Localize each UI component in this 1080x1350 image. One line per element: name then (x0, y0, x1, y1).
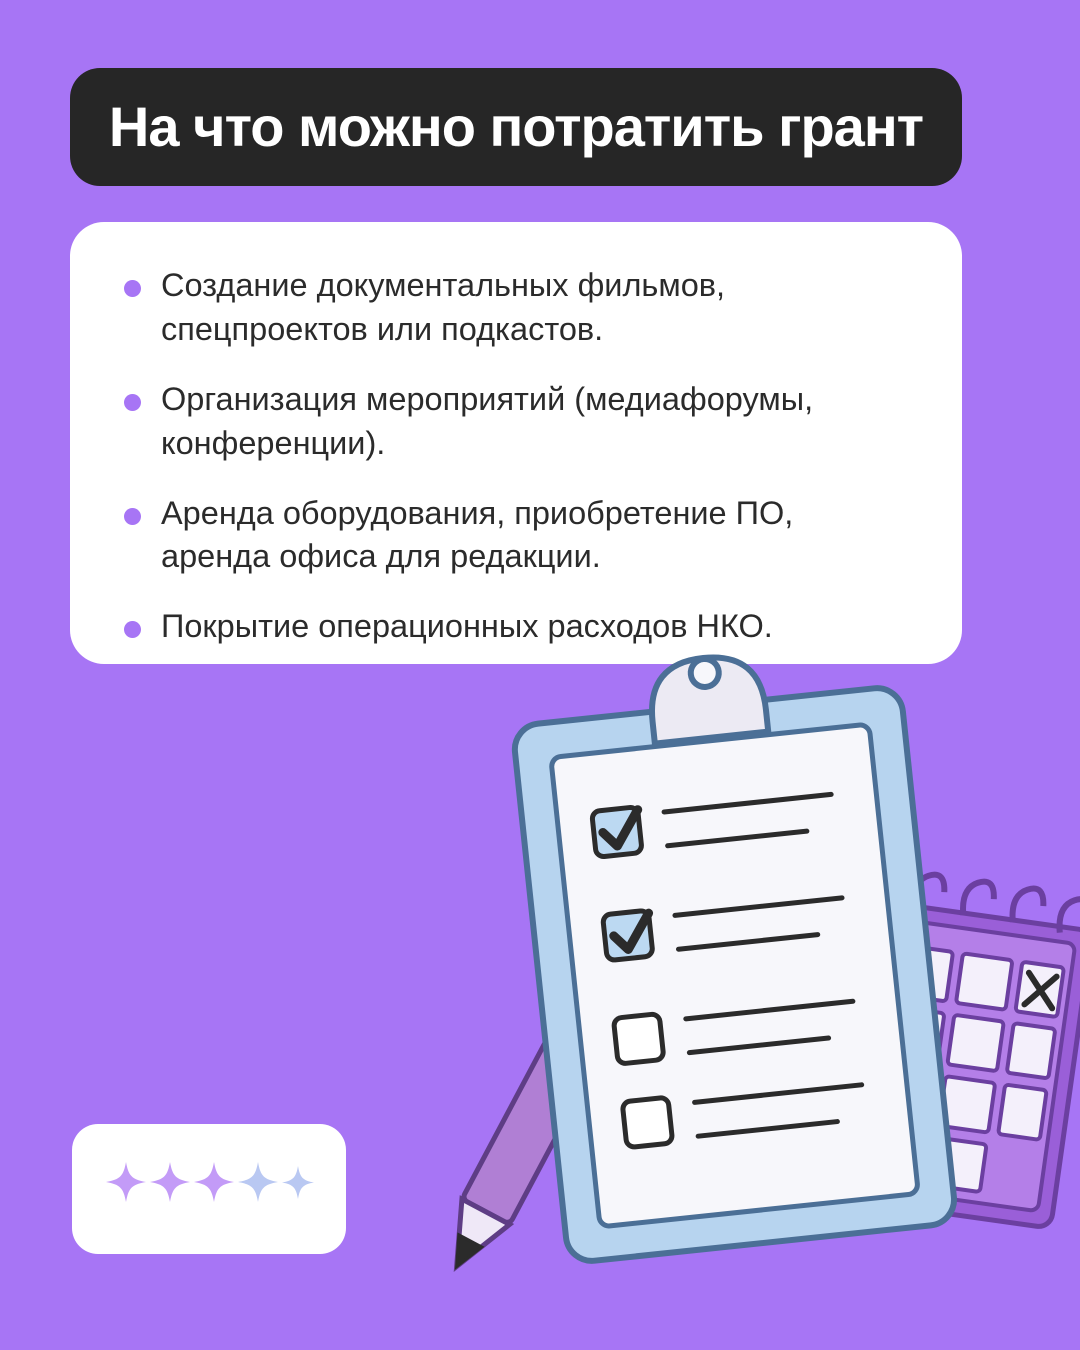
illustration-svg (430, 620, 1080, 1320)
list-item (124, 492, 908, 580)
clipboard-illustration (507, 638, 956, 1264)
sparkle-badge (72, 1124, 346, 1254)
list-item-label: Создание документальных фильмов, спецпроектов или подкастов. (161, 267, 726, 347)
sparkle-icon (150, 1162, 190, 1202)
list-item-label: Организация мероприятий (медиафорумы, конференции). (161, 380, 814, 461)
bullet-dot-icon (124, 621, 141, 638)
page-title: На что можно потратить грант (108, 95, 924, 158)
title-card (70, 68, 962, 186)
clipboard-checklist-illustration (430, 620, 1080, 1320)
bullet-dot-icon (124, 508, 141, 525)
bullet-dot-icon (124, 280, 141, 297)
bullet-list-card (70, 222, 962, 664)
list-item (124, 378, 908, 466)
list-item-label: Аренда оборудования, приобретение ПО, аренда офиса для редакции. (161, 494, 794, 575)
sparkle-icon (282, 1166, 314, 1199)
sparkle-icon (238, 1162, 278, 1202)
sparkle-icon (106, 1162, 146, 1202)
list-item (124, 264, 908, 352)
sparkle-icon (194, 1162, 234, 1202)
sparkle-group-icon (94, 1154, 324, 1224)
list-item-label: Покрытие операционных расходов НКО. (161, 608, 773, 645)
bullet-dot-icon (124, 394, 141, 411)
